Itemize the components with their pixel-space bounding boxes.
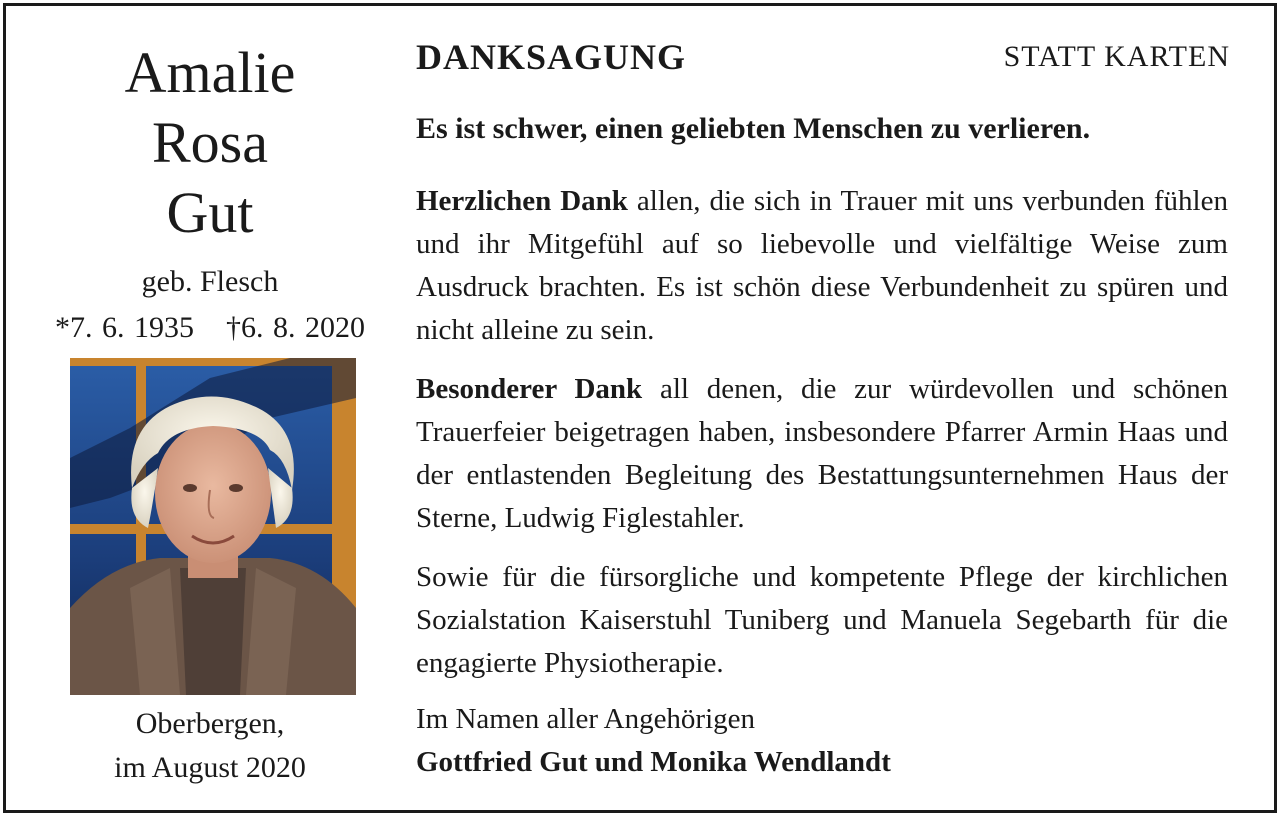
signature-intro: Im Namen aller Angehörigen — [416, 703, 756, 735]
place: Oberbergen, — [135, 707, 285, 740]
portrait-photo — [70, 358, 356, 695]
first-name: Amalie — [124, 40, 296, 105]
place-and-date — [40, 702, 380, 790]
death-date: †6. 8. 2020 — [226, 311, 365, 344]
birth-date: *7. 6. 1935 — [55, 311, 194, 344]
paragraph-thanks — [416, 180, 1228, 352]
paragraph-special-thanks-text: all denen, die zur würdevollen und schönen Trauerfeier beigetragen haben, insbesondere Pfarrer Armin Haas und der entlastenden Begleitung des Bestattungsunternehmen Haus der Sterne, Ludwig Figlestahler. — [416, 373, 1228, 534]
paragraph-thanks-bold: Herzlichen Dank — [416, 185, 628, 217]
paragraph-special-thanks — [416, 368, 1228, 540]
paragraph-care: Sowie für die fürsorgliche und kompetente Pflege der kirchlichen Sozialstation Kaiserstuhl Tuniberg und Manuela Segebarth für die engagierte Physiotherapie. — [416, 561, 1228, 679]
paragraph-special-thanks-bold: Besonderer Dank — [416, 373, 643, 405]
lead-sentence: Es ist schwer, einen geliebten Menschen zu verlieren. — [416, 112, 1091, 145]
middle-name: Rosa — [152, 110, 268, 175]
birth-name: geb. Flesch — [141, 265, 279, 298]
paragraph-thanks-text: allen, die sich in Trauer mit uns verbunden fühlen und ihr Mitgefühl auf so liebevolle und vielfältige Weise zum Ausdruck brachten. Es ist schön diese Verbundenheit zu spüren und nicht alleine zu sein. — [416, 185, 1228, 346]
notice-date: im August 2020 — [114, 751, 306, 784]
notice-title: DANKSAGUNG — [416, 37, 687, 77]
notice-note: STATT KARTEN — [1003, 40, 1230, 73]
life-dates — [40, 308, 380, 348]
signature-names: Gottfried Gut und Monika Wendlandt — [416, 746, 891, 778]
deceased-name — [40, 38, 380, 248]
last-name: Gut — [166, 180, 254, 245]
